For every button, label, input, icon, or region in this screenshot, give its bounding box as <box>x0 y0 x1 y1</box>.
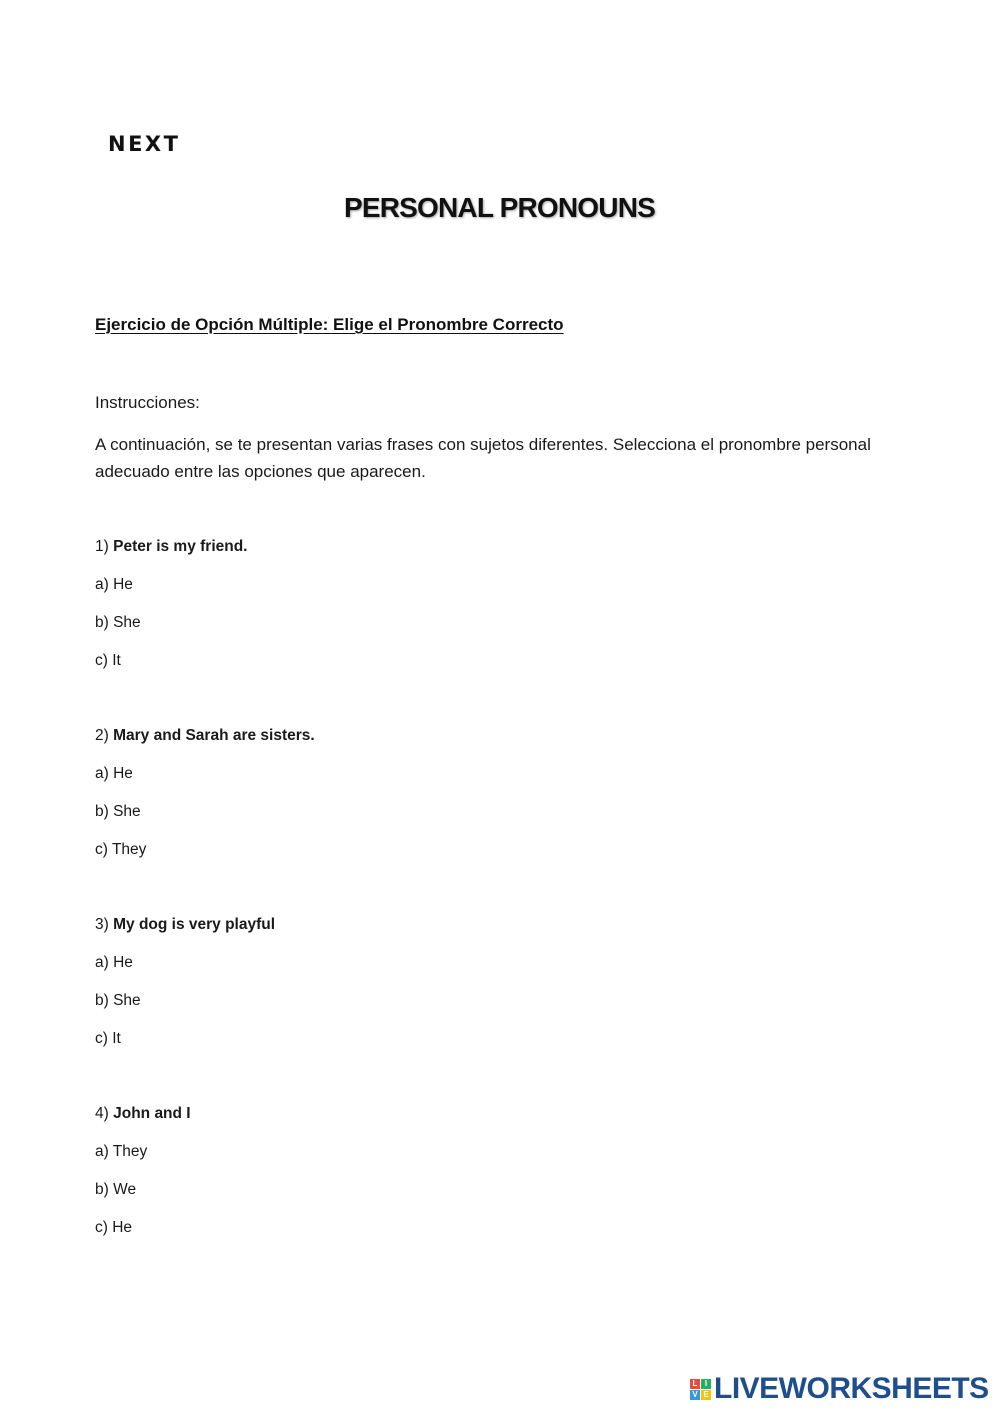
liveworksheets-icon <box>690 1379 711 1400</box>
instructions-label: Instrucciones: <box>95 393 200 412</box>
question-number: 2) <box>95 727 109 744</box>
liveworksheets-logo[interactable] <box>690 1372 989 1406</box>
logo-letter-i: I <box>701 1379 711 1389</box>
question-prompt <box>95 537 248 575</box>
logo-letter-v: V <box>690 1390 700 1400</box>
question-prompt <box>95 726 315 764</box>
option-a[interactable]: a) He <box>95 765 133 782</box>
option-b[interactable]: b) She <box>95 614 141 631</box>
option-c[interactable]: c) He <box>95 1219 133 1236</box>
question-sentence: Peter is my friend. <box>113 538 248 555</box>
option-c[interactable]: c) It <box>95 652 121 669</box>
question-2 <box>95 726 315 878</box>
question-number: 3) <box>95 916 109 933</box>
option-b[interactable]: b) We <box>95 1181 137 1198</box>
option-a[interactable]: a) He <box>95 954 133 971</box>
question-number: 1) <box>95 538 109 555</box>
logo-letter-l: L <box>690 1379 700 1389</box>
option-b[interactable]: b) She <box>95 992 141 1009</box>
next-logo: NEXT <box>108 132 181 156</box>
exercise-subtitle: Ejercicio de Opción Múltiple: Elige el Pronombre Correcto <box>95 315 564 334</box>
question-4 <box>95 1104 191 1256</box>
option-a[interactable]: a) He <box>95 576 133 593</box>
liveworksheets-wordmark: LIVEWORKSHEETS <box>714 1372 989 1405</box>
option-c[interactable]: c) They <box>95 841 147 858</box>
question-prompt <box>95 1104 191 1142</box>
question-sentence: My dog is very playful <box>113 916 276 933</box>
page-title: PERSONAL PRONOUNS <box>343 192 656 223</box>
question-1 <box>95 537 248 689</box>
question-3 <box>95 915 275 1067</box>
question-sentence: John and I <box>113 1105 191 1122</box>
option-b[interactable]: b) She <box>95 803 141 820</box>
option-a[interactable]: a) They <box>95 1143 148 1160</box>
instructions-text: A continuación, se te presentan varias frases con sujetos diferentes. Selecciona el pronombre personal adecuado entre las opciones que aparecen. <box>95 435 871 481</box>
question-prompt <box>95 915 275 953</box>
option-c[interactable]: c) It <box>95 1030 121 1047</box>
question-number: 4) <box>95 1105 109 1122</box>
logo-letter-e: E <box>701 1390 711 1400</box>
question-sentence: Mary and Sarah are sisters. <box>113 727 315 744</box>
